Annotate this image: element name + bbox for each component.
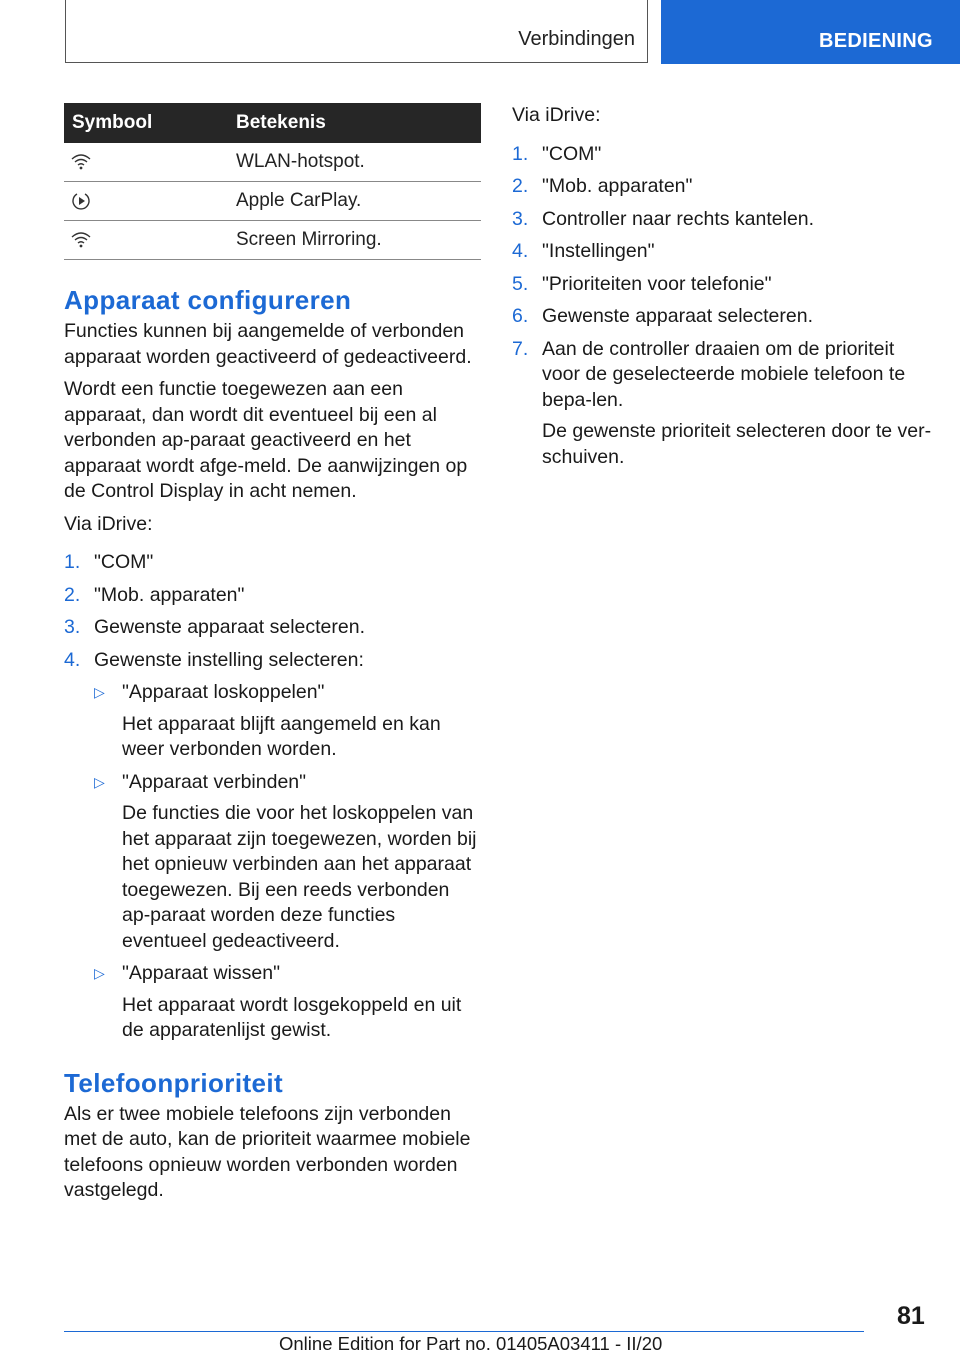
table-cell-meaning: WLAN-hotspot. <box>236 143 481 182</box>
paragraph: Wordt een functie toegewezen aan een apparaat, dan wordt dit eventueel bij een al verbonden ap-paraat geactiveerd en het apparaat wordt afge-meld. De aanwijzingen op de Control Display in acht nemen. <box>64 378 468 502</box>
header-section-box <box>65 0 648 63</box>
via-idrive-label: Via iDrive: <box>64 512 153 535</box>
option-description: De functies die voor het loskoppelen van het apparaat zijn toegewezen, worden bij het opnieuw verbinden aan het apparaat toegewezen. Bij een reeds verbonden ap-paraat worden deze functies eventueel gedeactiveerd. <box>122 802 477 952</box>
screen-mirroring-icon <box>70 230 92 250</box>
step-number: 7. <box>512 337 529 360</box>
triangle-bullet-icon: ▷ <box>94 965 105 981</box>
right-column <box>512 103 932 470</box>
paragraph: Functies kunnen bij aangemelde of verbonden apparaat worden geactiveerd of gedeactiveerd. <box>64 320 472 368</box>
option-label: "Apparaat wissen" <box>122 962 281 984</box>
list-item <box>512 207 932 233</box>
footer-divider <box>64 1331 864 1332</box>
table-header-row <box>64 103 481 143</box>
triangle-bullet-icon: ▷ <box>94 684 105 700</box>
left-column <box>64 103 482 1204</box>
list-item <box>512 272 932 298</box>
steps-list <box>64 550 482 673</box>
symbol-table <box>64 103 481 260</box>
table-row <box>64 143 481 182</box>
step-number: 3. <box>512 207 529 230</box>
step-text: Gewenste apparaat selecteren. <box>94 616 366 638</box>
list-item <box>512 239 932 265</box>
step-number: 2. <box>64 583 81 606</box>
table-row <box>64 182 481 221</box>
triangle-bullet-icon: ▷ <box>94 773 105 790</box>
table-header-meaning: Betekenis <box>236 103 481 143</box>
section-title-configure: Apparaat configureren <box>64 285 352 315</box>
list-item <box>512 142 932 168</box>
list-item <box>64 961 482 1044</box>
list-item <box>64 648 482 674</box>
section-title-phone-priority: Telefoonprioriteit <box>64 1067 284 1098</box>
via-idrive-label: Via iDrive: <box>512 104 601 126</box>
step-extra-text: De gewenste prioriteit selecteren door te ver-schuiven. <box>542 420 932 468</box>
table-row <box>64 221 481 260</box>
step-number: 1. <box>64 551 81 573</box>
table-cell-symbol <box>64 143 236 182</box>
list-item <box>64 615 482 641</box>
options-list <box>64 680 482 1044</box>
step-text: Gewenste instelling selecteren: <box>94 648 364 671</box>
step-number: 4. <box>512 240 529 262</box>
page-number: 81 <box>897 1302 925 1330</box>
step-number: 6. <box>512 305 529 327</box>
list-item <box>512 174 932 200</box>
table-cell-meaning: Apple CarPlay. <box>236 182 481 221</box>
list-item <box>64 583 482 609</box>
step-number: 4. <box>64 648 81 671</box>
table-header-symbol: Symbool <box>64 103 236 143</box>
option-label: "Apparaat verbinden" <box>122 770 307 793</box>
table-cell-symbol <box>64 182 236 221</box>
list-item <box>512 304 932 330</box>
step-text: Controller naar rechts kantelen. <box>542 207 815 230</box>
table-cell-symbol <box>64 221 236 260</box>
step-number: 3. <box>64 616 81 638</box>
option-label: "Apparaat loskoppelen" <box>122 681 325 703</box>
header-chapter-title: BEDIENING <box>819 30 933 52</box>
step-text: Aan de controller draaien om de prioriteit voor de geselecteerde mobiele telefoon te bepa-len. <box>542 337 906 411</box>
option-description: Het apparaat wordt losgekoppeld en uit de apparatenlijst gewist. <box>122 993 462 1041</box>
step-text: "Prioriteiten voor telefonie" <box>542 272 772 295</box>
step-number: 2. <box>512 175 529 197</box>
list-item <box>64 770 482 955</box>
step-number: 1. <box>512 142 529 165</box>
table-cell-meaning: Screen Mirroring. <box>236 221 481 260</box>
step-text: Gewenste apparaat selecteren. <box>542 305 814 327</box>
step-number: 5. <box>512 272 529 295</box>
step-text: "Instellingen" <box>542 240 655 262</box>
step-text: "COM" <box>94 551 154 573</box>
option-description: Het apparaat blijft aangemeld en kan weer verbonden worden. <box>122 712 441 760</box>
step-text: "Mob. apparaten" <box>94 583 245 606</box>
list-item <box>512 337 932 471</box>
header-section-title: Verbindingen <box>518 28 635 50</box>
header-chapter-tab <box>661 0 960 64</box>
paragraph: Als er twee mobiele telefoons zijn verbonden met de auto, kan de prioriteit waarmee mobiele telefoons opnieuw worden verbonden worden vastgelegd. <box>64 1102 471 1201</box>
wifi-icon <box>70 152 92 172</box>
list-item <box>64 680 482 763</box>
steps-list <box>512 142 932 471</box>
step-text: "Mob. apparaten" <box>542 175 693 197</box>
list-item <box>64 550 482 576</box>
carplay-icon <box>70 191 92 211</box>
footer-edition: Online Edition for Part no. 01405A03411 - II/20 <box>279 1333 663 1354</box>
step-text: "COM" <box>542 142 602 165</box>
